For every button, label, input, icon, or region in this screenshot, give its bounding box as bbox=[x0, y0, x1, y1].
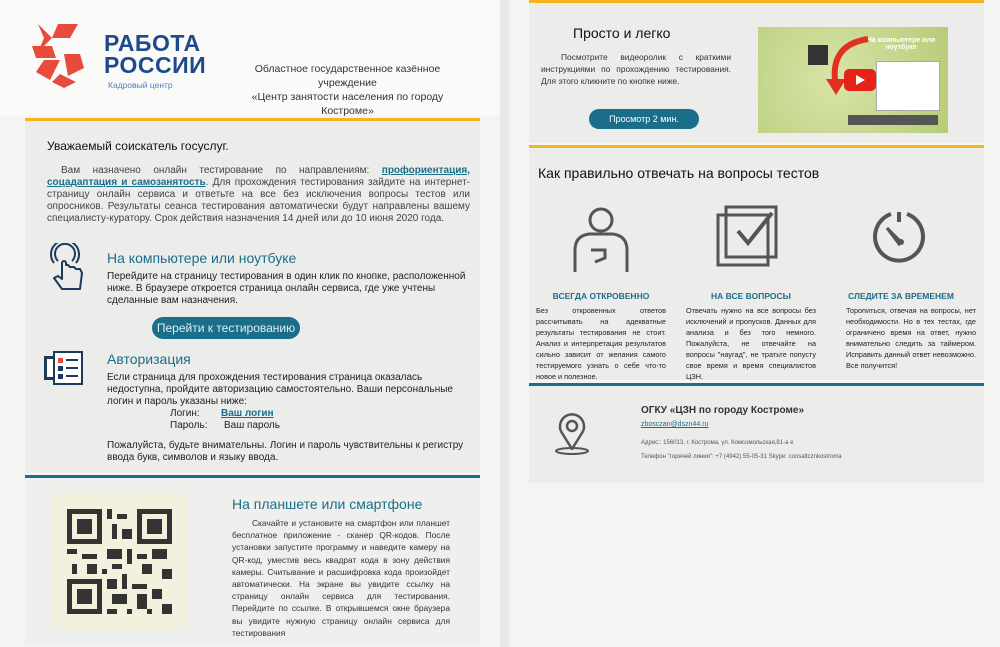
tip-head-time: СЛЕДИТЕ ЗА ВРЕМЕНЕМ bbox=[848, 291, 954, 301]
mobile-title: На планшете или смартфоне bbox=[232, 496, 423, 512]
video-card bbox=[529, 0, 984, 143]
greeting: Уважаемый соискатель госуслуг. bbox=[47, 139, 229, 153]
video-title: Просто и легко bbox=[573, 25, 671, 41]
logo-subtitle: Кадровый центр bbox=[108, 80, 173, 90]
computer-text: Перейдите на страницу тестирования в один клик по кнопке, расположенной ниже. В браузере откроется страница онлайн сервиса, где уже учтены сделанные вам назначения. bbox=[107, 271, 466, 306]
caption-bar bbox=[848, 115, 938, 125]
logo-title: РАБОТА РОССИИ bbox=[104, 30, 207, 78]
watch-video-button[interactable]: Просмотр 2 мин. bbox=[589, 109, 699, 129]
tip-text-all: Отвечать нужно на все вопросы без исключений и пропусков. Данных для анализа и без того немного. Пожалуйста, не отвечайте на вопросы "наугад", не тратьте попусту свое время и время специалистов ЦЗН. bbox=[686, 306, 816, 381]
footer-title: ОГКУ «ЦЗН по городу Костроме» bbox=[641, 405, 805, 416]
computer-title: На компьютере или ноутбуке bbox=[107, 250, 297, 266]
tips-title: Как правильно отвечать на вопросы тестов bbox=[538, 165, 820, 181]
tip-text-honest: Без откровенных ответов рассчитывать на адекватные результаты тестирования не стоит. Анализ и интерпретация результатов сильно зависит от желания самого тестируемого узнать о себе что-то новое и полезное. bbox=[536, 306, 666, 381]
qr-code[interactable] bbox=[52, 494, 187, 629]
auth-title: Авторизация bbox=[107, 351, 191, 367]
mobile-card bbox=[25, 475, 480, 645]
auth-note: Пожалуйста, будьте внимательны. Логин и пароль чувствительны к регистру ввода букв, символов и языку ввода. bbox=[107, 440, 464, 463]
tip-head-all: НА ВСЕ ВОПРОСЫ bbox=[711, 291, 791, 301]
password-value: Ваш пароль bbox=[224, 420, 280, 431]
document-checklist-icon bbox=[43, 351, 85, 385]
mobile-text: Скачайте и установите на смартфон или планшет бесплатное приложение - сканер QR-кодов. После установки запустите программу и наведите камеру на QR-код, уместив весь квадрат кода в зону действия камеры. Считывание и расшифровка кода произойдет автоматически. На экране вы увидите ссылку на страницу онлайн сервиса для тестирования. Перейдите по ссылке. В открывшемся окне браузера вы увидите нужную страницу онлайн сервиса для тестирования bbox=[232, 518, 450, 638]
header bbox=[0, 0, 500, 115]
video-thumb-title: На компьютере или ноутбуке bbox=[866, 37, 936, 51]
main-card bbox=[25, 118, 480, 473]
auth-text: Если страница для прохождения тестирования страница оказалась недоступна, пройдите авторизацию самостоятельно. Ваши персональные логин и пароль указаны ниже: bbox=[107, 372, 453, 407]
tips-card bbox=[529, 145, 984, 380]
person-heart-icon bbox=[571, 206, 631, 274]
video-text: Посмотрите видеоролик с краткими инструкциями по прохождению тестирования. Для этого кликните по кнопке ниже. bbox=[541, 52, 731, 86]
touch-hand-icon bbox=[40, 243, 90, 291]
map-pin-icon bbox=[553, 411, 591, 455]
organization-name: Областное государственное казённое учреждение «Центр занятости населения по городу Костроме» bbox=[251, 63, 444, 117]
qr-code-icon bbox=[52, 494, 187, 629]
footer-email-link[interactable]: zbosczan@dszn44.ru bbox=[641, 421, 709, 428]
video-thumbnail[interactable] bbox=[758, 27, 948, 133]
right-panel bbox=[509, 0, 1000, 647]
youtube-play-icon[interactable] bbox=[844, 69, 876, 91]
tip-text-time: Торопиться, отвечая на вопросы, нет необходимости. Но в тех тестах, где ограничено время на ответ, нужно внимательно следить за таймером. Исправить данный ответ невозможно. Все получится! bbox=[846, 306, 976, 370]
login-label: Логин: bbox=[170, 408, 200, 419]
directions-link[interactable]: профориентация, соцадаптация и самозанятость bbox=[47, 165, 470, 188]
footer-phone: Телефон "горячей линии": +7 (4942) 55-05-31 Skype: consaltcznkostroma bbox=[641, 454, 842, 460]
document-thumb bbox=[876, 61, 940, 111]
checkbox-icon bbox=[716, 205, 780, 269]
rabota-rossii-logo-icon bbox=[30, 24, 98, 88]
stopwatch-icon bbox=[871, 208, 927, 268]
tip-head-honest: ВСЕГДА ОТКРОВЕННО bbox=[552, 291, 650, 301]
footer-card bbox=[529, 383, 984, 483]
intro-text: Вам назначено онлайн тестирование по направлениям: профориентация, соцадаптация и самозанятость. Для прохождения тестирования зайдите на интернет-страницу онлайн сервиса и ответьте на все без исключения вопросы тестов или опросников. Результаты сеанса тестирования автоматически будут направлены вашему специалисту-куратору. Срок действия назначения 14 дней или до 10 июня 2020 года. bbox=[47, 165, 470, 224]
password-label: Пароль: bbox=[170, 420, 208, 431]
go-to-testing-button[interactable]: Перейти к тестированию bbox=[152, 317, 300, 339]
login-value[interactable]: Ваш логин bbox=[221, 408, 274, 419]
footer-address: Адрес:: 156013, г. Кострома, ул. Комсомольская,81-а е bbox=[641, 440, 794, 446]
